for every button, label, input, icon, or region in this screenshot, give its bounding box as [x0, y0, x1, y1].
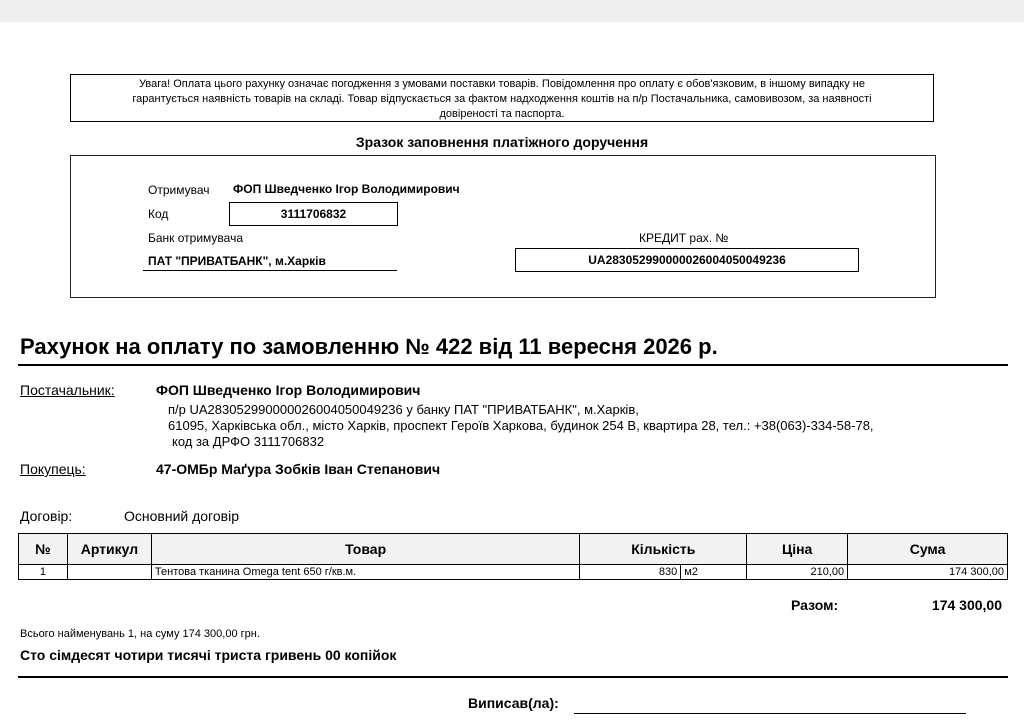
items-summary: Всього найменувань 1, на суму 174 300,00 грн.	[20, 628, 260, 640]
invoice-title: Рахунок на оплату по замовленню № 422 від 11 вересня 2026 р.	[20, 334, 718, 359]
contract-value: Основний договір	[124, 508, 239, 524]
recipient-name: ФОП Шведченко Ігор Володимирович	[233, 182, 460, 196]
row-number: 1	[19, 565, 68, 580]
supplier-address-line: 61095, Харківська обл., місто Харків, проспект Героїв Харкова, будинок 254 В, квартира 28, тел.: +38(063)-334-58-78,	[168, 418, 874, 433]
header-product: Товар	[151, 534, 579, 565]
header-article: Артикул	[67, 534, 151, 565]
payment-sample-title: Зразок заповнення платіжного доручення	[355, 134, 649, 150]
buyer-label: Покупець:	[20, 461, 86, 477]
signature-line	[574, 713, 966, 714]
row-quantity: 830	[580, 565, 681, 580]
supplier-bank-line: п/р UA283052990000026004050049236 у банку ПАТ "ПРИВАТБАНК", м.Харків,	[168, 402, 639, 417]
bank-underline	[143, 270, 397, 271]
bank-label: Банк отримувача	[148, 231, 244, 245]
amount-in-words: Сто сімдесят чотири тисячі триста гривень 00 копійок	[20, 647, 397, 663]
footer-divider	[18, 676, 1008, 678]
table-row	[19, 565, 1008, 580]
viewer-top-bar	[0, 0, 1024, 22]
supplier-name: ФОП Шведченко Ігор Володимирович	[156, 382, 421, 398]
recipient-label: Отримувач	[148, 183, 210, 197]
payment-notice-box	[70, 74, 934, 122]
supplier-label: Постачальник:	[20, 382, 115, 398]
row-product-name: Тентова тканина Omega tent 650 г/кв.м.	[151, 565, 579, 580]
header-quantity: Кількість	[580, 534, 747, 565]
credit-account-value: UA283052990000026004050049236	[515, 248, 859, 272]
issued-by-label: Виписав(ла):	[468, 695, 559, 711]
notice-line-2: гарантується наявність товарів на складі. Товар відпускається за фактом надходження коштів на п/р Постачальника, самовивозом, за наявності	[132, 93, 872, 105]
table-header-row	[19, 534, 1008, 565]
title-divider	[18, 364, 1008, 366]
row-sum: 174 300,00	[848, 565, 1008, 580]
buyer-name: 47-ОМБр Маґура Зобків Іван Степанович	[156, 461, 441, 477]
header-number: №	[19, 534, 68, 565]
code-value: 3111706832	[229, 202, 398, 226]
supplier-tax-code-line: код за ДРФО 3111706832	[172, 434, 325, 449]
row-unit: м2	[681, 565, 747, 580]
row-price: 210,00	[747, 565, 848, 580]
code-label: Код	[148, 207, 169, 221]
total-label: Разом:	[791, 597, 839, 613]
header-price: Ціна	[747, 534, 848, 565]
notice-line-3: довіреності та паспорта.	[439, 108, 565, 120]
goods-table	[18, 533, 1008, 580]
contract-label: Договір:	[20, 508, 73, 524]
bank-name: ПАТ "ПРИВАТБАНК", м.Харків	[148, 254, 326, 268]
credit-account-label: КРЕДИТ рах. №	[639, 231, 729, 245]
payment-sample-box	[70, 155, 936, 298]
row-article	[67, 565, 151, 580]
total-value: 174 300,00	[931, 597, 1002, 613]
header-sum: Сума	[848, 534, 1008, 565]
notice-line-1: Увага! Оплата цього рахунку означає погодження з умовами поставки товарів. Повідомлення про оплату є обов'язковим, в іншому випадку не	[139, 78, 865, 90]
